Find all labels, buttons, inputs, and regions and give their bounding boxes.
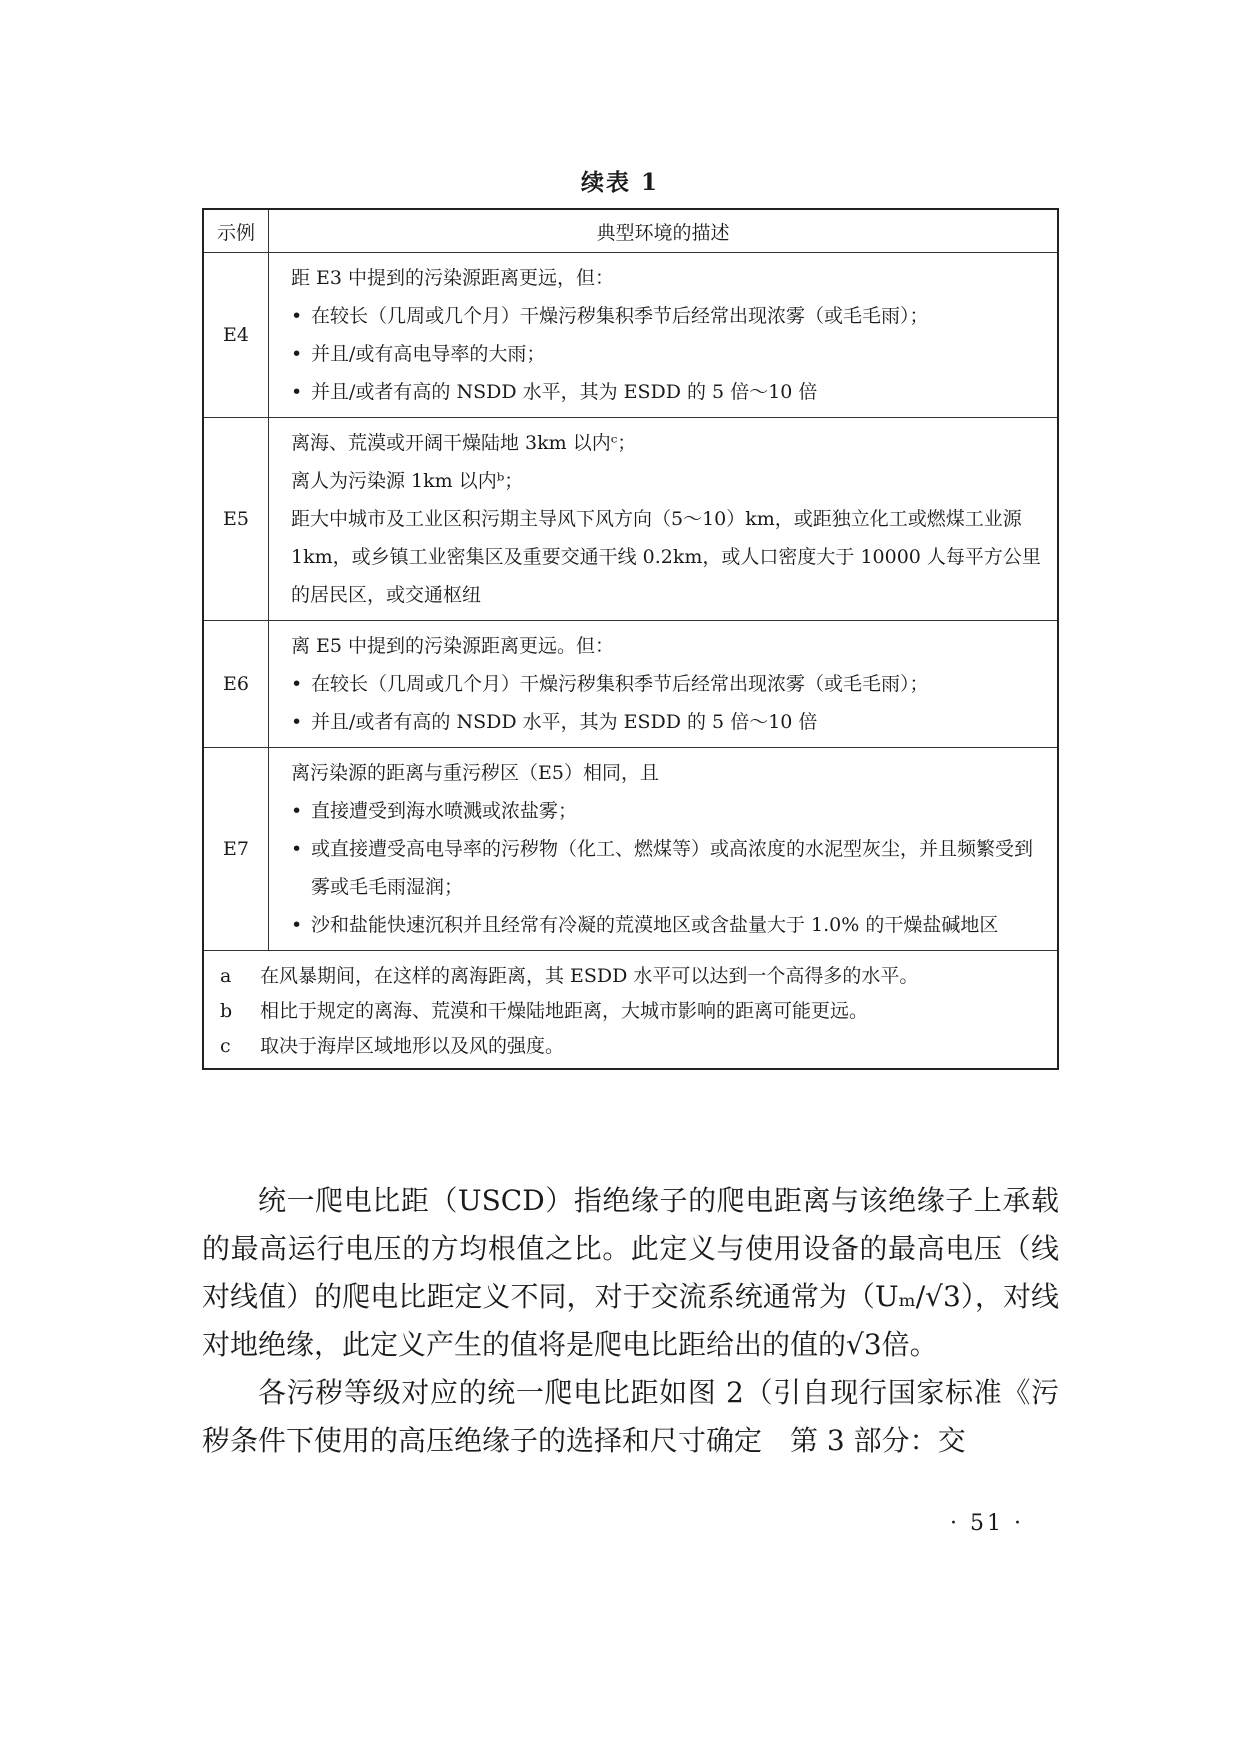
table-row bbox=[203, 621, 1058, 748]
bullet-item: • 直接遭受到海水喷溅或浓盐雾； bbox=[291, 792, 1043, 830]
header-description: 典型环境的描述 bbox=[269, 209, 1059, 253]
bullet-item: • 或直接遭受高电导率的污秽物（化工、燃煤等）或高浓度的水泥型灰尘，并且频繁受到雾或毛毛雨湿润； bbox=[291, 830, 1043, 906]
description-line: 离海、荒漠或开阔干燥陆地 3km 以内ᶜ； bbox=[291, 432, 637, 454]
description-line: 离人为污染源 1km 以内ᵇ； bbox=[291, 470, 524, 492]
footnote bbox=[220, 994, 1041, 1029]
table-header-row bbox=[203, 209, 1058, 253]
paragraph: 统一爬电比距（USCD）指绝缘子的爬电距离与该绝缘子上承载的最高运行电压的方均根值之比。此定义与使用设备的最高电压（线对线值）的爬电比距定义不同，对于交流系统通常为（Uₘ/√3），对线对地绝缘，此定义产生的值将是爬电比距给出的值的√3倍。 bbox=[202, 1184, 1059, 1361]
footnote bbox=[220, 1029, 1041, 1064]
environment-description bbox=[269, 748, 1059, 951]
bullet-item: • 在较长（几周或几个月）干燥污秽集积季节后经常出现浓雾（或毛毛雨）； bbox=[291, 297, 1043, 335]
environment-description bbox=[269, 621, 1059, 748]
footnote-text: 取决于海岸区域地形以及风的强度。 bbox=[260, 1035, 565, 1057]
table-row bbox=[203, 418, 1058, 621]
description-line: 离污染源的距离与重污秽区（E5）相同，且 bbox=[291, 762, 659, 784]
footnote-text: 在风暴期间，在这样的离海距离，其 ESDD 水平可以达到一个高得多的水平。 bbox=[260, 965, 919, 987]
table-caption: 续表 1 bbox=[580, 169, 659, 196]
footnote-label: a bbox=[220, 965, 232, 987]
bullet-item: • 沙和盐能快速沉积并且经常有冷凝的荒漠地区或含盐量大于 1.0% 的干燥盐碱地区 bbox=[291, 906, 1043, 944]
bullet-item: • 并且/或有高电导率的大雨； bbox=[291, 335, 1043, 373]
description-line: 离 E5 中提到的污染源距离更远。但： bbox=[291, 635, 615, 657]
description-line: 距 E3 中提到的污染源距离更远，但： bbox=[291, 267, 615, 289]
body-text bbox=[202, 1177, 1059, 1465]
footnote-label: b bbox=[220, 1000, 233, 1022]
table-row bbox=[203, 253, 1058, 418]
table-body bbox=[203, 253, 1058, 951]
table-notes bbox=[203, 951, 1058, 1070]
bullet-item: • 并且/或者有高的 NSDD 水平，其为 ESDD 的 5 倍～10 倍 bbox=[291, 703, 1043, 741]
table-row bbox=[203, 748, 1058, 951]
example-id: E4 bbox=[203, 253, 269, 418]
bullet-item: • 在较长（几周或几个月）干燥污秽集积季节后经常出现浓雾（或毛毛雨）； bbox=[291, 665, 1043, 703]
example-id: E7 bbox=[203, 748, 269, 951]
footnote-text: 相比于规定的离海、荒漠和干燥陆地距离，大城市影响的距离可能更远。 bbox=[260, 1000, 869, 1022]
footnote bbox=[220, 959, 1041, 994]
bullet-item: • 并且/或者有高的 NSDD 水平，其为 ESDD 的 5 倍～10 倍 bbox=[291, 373, 1043, 411]
page-number: · 51 · bbox=[950, 1511, 1024, 1536]
header-example: 示例 bbox=[203, 209, 269, 253]
environment-description bbox=[269, 418, 1059, 621]
notes-row bbox=[203, 951, 1058, 1070]
description-line: 距大中城市及工业区积污期主导风下风方向（5～10）km，或距独立化工或燃煤工业源 1km，或乡镇工业密集区及重要交通干线 0.2km，或人口密度大于 10000 人每平方公里的居民区，或交通枢纽 bbox=[291, 508, 1041, 606]
example-id: E5 bbox=[203, 418, 269, 621]
environment-table bbox=[202, 208, 1059, 1070]
footnote-label: c bbox=[220, 1035, 231, 1057]
paragraph: 各污秽等级对应的统一爬电比距如图 2（引自现行国家标准《污秽条件下使用的高压绝缘子的选择和尺寸确定 第 3 部分：交 bbox=[202, 1376, 1059, 1457]
environment-description bbox=[269, 253, 1059, 418]
example-id: E6 bbox=[203, 621, 269, 748]
